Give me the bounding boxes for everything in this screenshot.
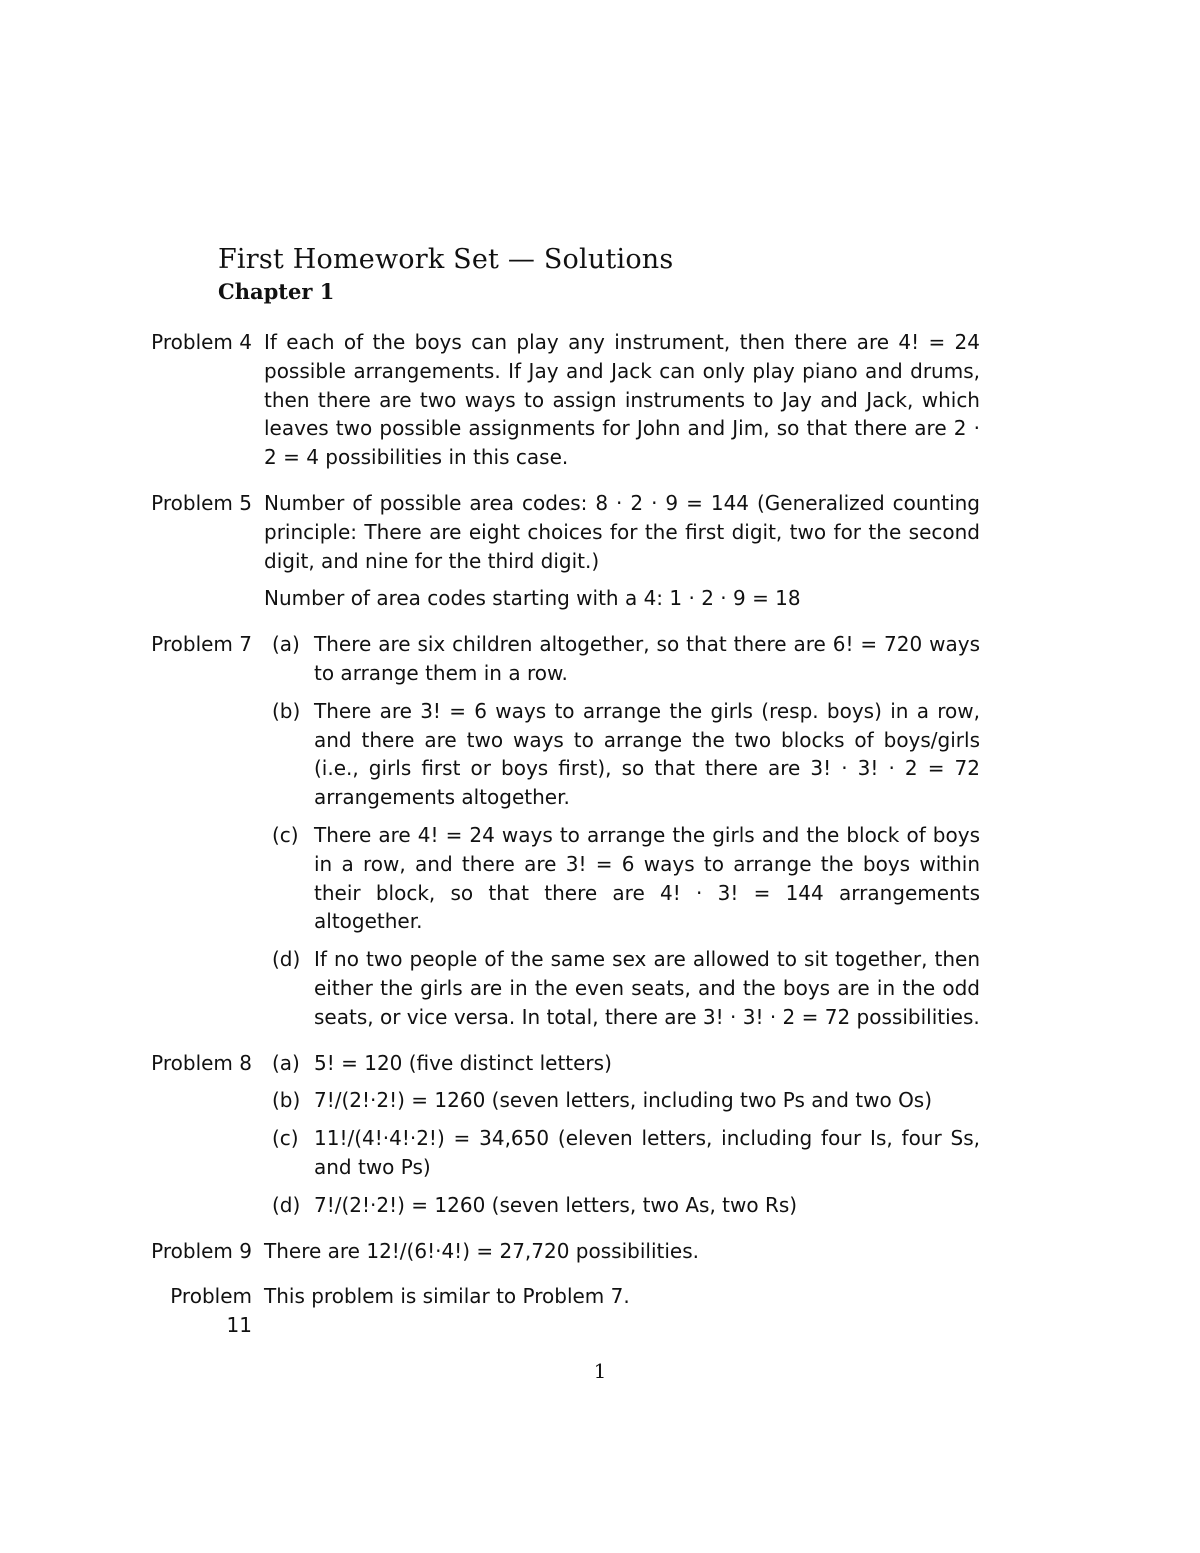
subpart-label: (a) [272, 632, 300, 657]
problem-label: Problem 7 [151, 632, 252, 657]
subpart-label: (b) [272, 698, 301, 723]
problem-body [264, 1049, 980, 1220]
subpart-text: There are 3! = 6 ways to arrange the girls (resp. boys) in a row, and there are two ways to arrange the two blocks of boys/girls (i.e., girls first or boys first), so that there are 3! · 3! · 2 = 72 arrangements altogether. [314, 698, 980, 810]
problem-list [140, 328, 980, 1357]
page-number: 1 [593, 1359, 607, 1383]
subpart-text: 7!/(2!·2!) = 1260 (seven letters, two As, two Rs) [314, 1192, 798, 1217]
problem-paragraph: Number of area codes starting with a 4: 1 · 2 · 9 = 18 [264, 586, 801, 611]
problem-body [264, 630, 980, 1031]
problem-label: Problem 11 [170, 1284, 252, 1338]
subpart-text: 7!/(2!·2!) = 1260 (seven letters, including two Ps and two Os) [314, 1088, 933, 1113]
problem-label: Problem 9 [151, 1238, 252, 1263]
problem-7 [140, 630, 980, 1031]
document-title: First Homework Set — Solutions [218, 244, 674, 275]
subpart-text: There are 4! = 24 ways to arrange the girls and the block of boys in a row, and there are 3! = 6 ways to arrange the boys within their block, so that there are 4! · 3! = 144 arrangements altogether. [314, 822, 980, 934]
problem-body [264, 1282, 980, 1340]
subpart-label: (d) [272, 947, 301, 972]
problem-label: Problem 4 [151, 330, 252, 354]
subpart-label: (a) [272, 1050, 300, 1075]
subpart-text: There are six children altogether, so that there are 6! = 720 ways to arrange them in a row. [314, 632, 980, 685]
problem-11 [140, 1282, 980, 1340]
subpart-list [264, 1049, 980, 1220]
problem-paragraph: If each of the boys can play any instrument, then there are 4! = 24 possible arrangements. If Jay and Jack can only play piano and drums, then there are two ways to assign instruments to Jay and Jack, which leaves two possible assignments for John and Jim, so that there are 2 · 2 = 4 possibilities in this case. [264, 330, 980, 470]
document-subtitle: Chapter 1 [218, 279, 335, 304]
subpart [264, 630, 980, 688]
problem-body [264, 1237, 980, 1266]
problem-paragraph: This problem is similar to Problem 7. [264, 1284, 630, 1309]
problem-label: Problem 5 [151, 490, 252, 515]
problem-body [264, 328, 980, 472]
problem-8 [140, 1049, 980, 1220]
problem-9 [140, 1237, 980, 1266]
subpart [264, 1191, 980, 1220]
subpart-text: If no two people of the same sex are allowed to sit together, then either the girls are in the even seats, and the boys are in the odd seats, or vice versa. In total, there are 3! · 3! · 2 = 72 possibilities. [314, 947, 980, 1029]
subpart-label: (c) [272, 822, 299, 847]
subpart-label: (c) [272, 1126, 299, 1151]
problem-4 [140, 328, 980, 472]
subpart [264, 1086, 980, 1115]
problem-5 [140, 489, 980, 613]
problem-paragraph: Number of possible area codes: 8 · 2 · 9 = 144 (Generalized counting principle: There are eight choices for the first digit, two for the second digit, and nine for the third digit.) [264, 490, 980, 573]
subpart-label: (d) [272, 1192, 301, 1217]
subpart [264, 945, 980, 1031]
problem-label: Problem 8 [151, 1050, 252, 1075]
subpart-text: 5! = 120 (five distinct letters) [314, 1050, 612, 1075]
problem-paragraph: There are 12!/(6!·4!) = 27,720 possibilities. [264, 1238, 699, 1263]
subpart [264, 821, 980, 936]
subpart-list [264, 630, 980, 1031]
subpart [264, 697, 980, 812]
subpart [264, 1124, 980, 1182]
subpart-label: (b) [272, 1088, 301, 1113]
problem-body [264, 489, 980, 613]
subpart-text: 11!/(4!·4!·2!) = 34,650 (eleven letters, including four Is, four Ss, and two Ps) [314, 1126, 980, 1179]
subpart [264, 1049, 980, 1078]
